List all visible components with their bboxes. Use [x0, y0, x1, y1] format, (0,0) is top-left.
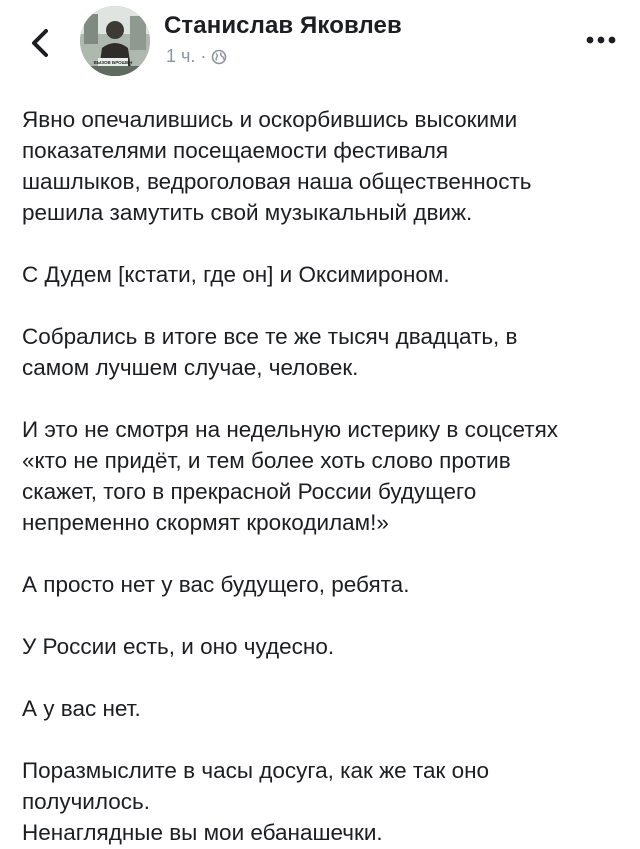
text-line: показателями посещаемости фестиваля [22, 138, 449, 163]
chevron-left-icon [28, 26, 52, 60]
post-time[interactable]: 1 ч. [166, 46, 196, 66]
post-text [22, 104, 632, 848]
text-line: скажет, того в прекрасной России будущего [22, 479, 477, 504]
globe-icon[interactable] [211, 49, 227, 65]
post-paragraph [22, 693, 632, 724]
post-paragraph [22, 631, 632, 662]
avatar[interactable] [80, 6, 150, 76]
text-line: У России есть, и оно чудесно. [22, 634, 335, 659]
back-button[interactable] [28, 26, 52, 60]
more-options-button[interactable] [584, 30, 618, 50]
post-paragraph [22, 321, 632, 383]
more-horizontal-icon [584, 30, 618, 50]
post-paragraph [22, 817, 632, 848]
post-paragraph [22, 259, 632, 290]
post-paragraph [22, 414, 632, 538]
text-line: самом лучшем случае, человек. [22, 355, 359, 380]
text-line: А у вас нет. [22, 696, 141, 721]
text-line: «кто не придёт, и тем более хоть слово против [22, 448, 511, 473]
text-line: решила замутить свой музыкальный движ. [22, 200, 473, 225]
text-line: непременно скормят крокодилам!» [22, 510, 389, 535]
text-line: И это не смотря на недельную истерику в соцсетях [22, 417, 559, 442]
text-line: С Дудем [кстати, где он] и Оксимироном. [22, 262, 450, 287]
post-paragraph [22, 569, 632, 600]
author-name[interactable]: Станислав Яковлев [164, 12, 402, 39]
text-line: Явно опечалившись и оскорбившись высокими [22, 107, 518, 132]
meta-separator: · [200, 46, 207, 66]
post-header [0, 0, 640, 90]
post-meta [166, 46, 227, 67]
text-line: получилось. [22, 789, 150, 814]
text-line: шашлыков, ведроголовая наша общественность [22, 169, 532, 194]
post-paragraph [22, 104, 632, 228]
text-line: А просто нет у вас будущего, ребята. [22, 572, 410, 597]
post-paragraph [22, 755, 632, 817]
text-line: Собрались в итоге все те же тысяч двадцать, в [22, 324, 518, 349]
avatar-caption: ВЫЗОВ БРОШЕН [93, 60, 133, 65]
text-line: Поразмыслите в часы досуга, как же так оно [22, 758, 490, 783]
text-line: Ненаглядные вы мои ебанашечки. [22, 820, 383, 845]
